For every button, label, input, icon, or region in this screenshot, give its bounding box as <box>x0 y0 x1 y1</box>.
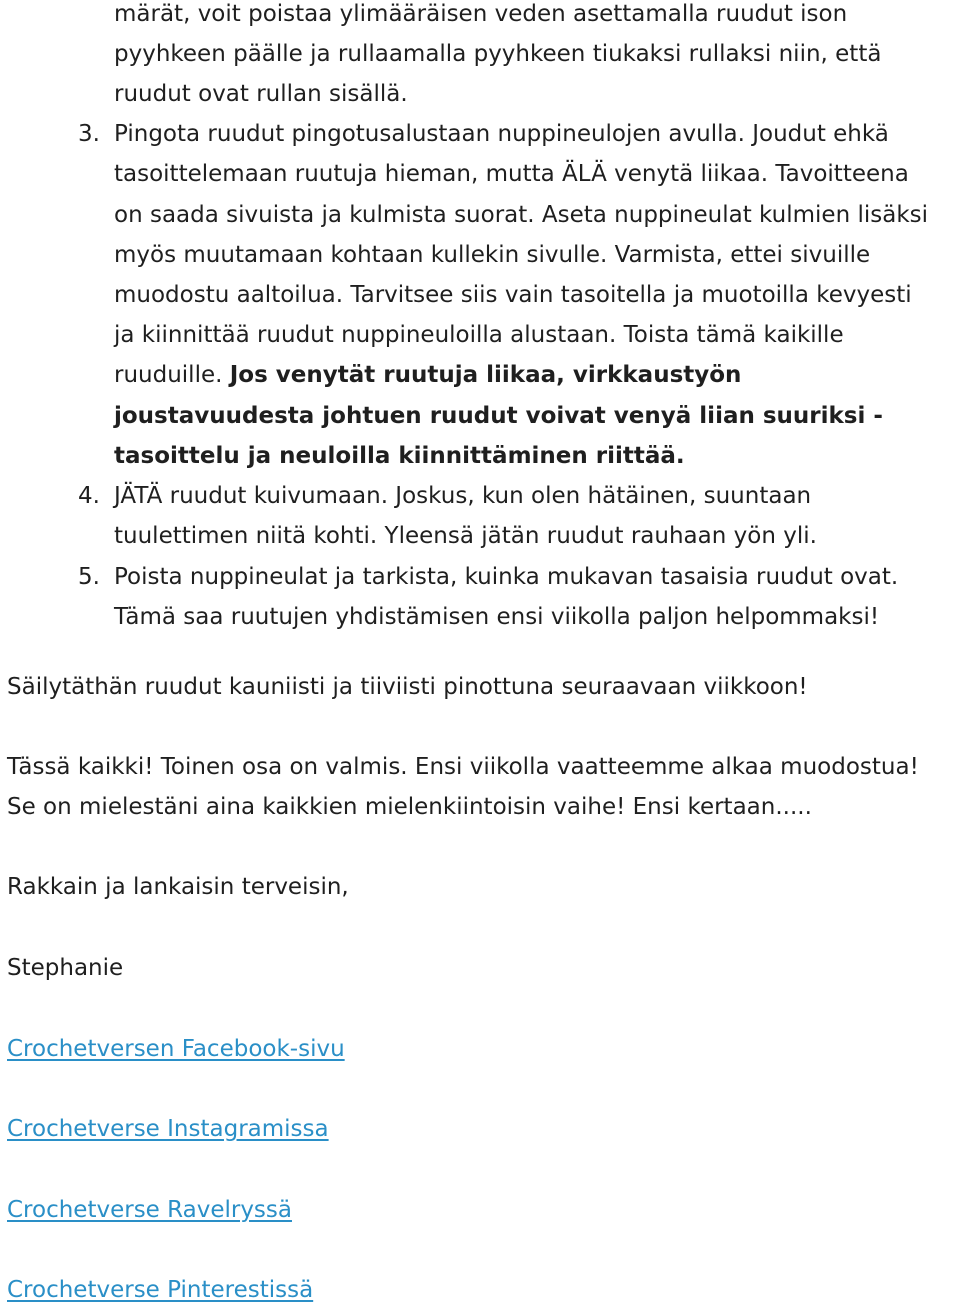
step2-line-3: ruudut ovat rullan sisällä. <box>114 81 408 107</box>
step3-number: 3. <box>78 121 100 147</box>
step3-line-1: Pingota ruudut pingotusalustaan nuppineulojen avulla. Joudut ehkä <box>114 121 889 147</box>
step3-line-4: myös muutamaan kohtaan kullekin sivulle. Varmista, ettei sivuille <box>114 242 871 268</box>
step2-line-1: märät, voit poistaa ylimääräisen veden asettamalla ruudut ison <box>114 1 848 27</box>
step3-line-2: tasoittelemaan ruutuja hieman, mutta ÄLÄ venytä liikaa. Tavoitteena <box>114 161 909 187</box>
step4-number: 4. <box>78 483 100 509</box>
step5-line-2: Tämä saa ruutujen yhdistämisen ensi viikolla paljon helpommaksi! <box>114 604 880 630</box>
step3-warning-1: Jos venytät ruutuja liikaa, virkkaustyön <box>229 362 742 388</box>
step5-line-1: Poista nuppineulat ja tarkista, kuinka mukavan tasaisia ruudut ovat. <box>114 564 899 590</box>
done-line-1: Tässä kaikki! Toinen osa on valmis. Ensi viikolla vaatteemme alkaa muodostua! <box>7 754 919 780</box>
facebook-link[interactable]: Crochetversen Facebook-sivu <box>7 1036 345 1062</box>
done-line-2: Se on mielestäni aina kaikkien mielenkiintoisin vaihe! Ensi kertaan..... <box>7 794 812 820</box>
pinterest-link[interactable]: Crochetverse Pinterestissä <box>7 1277 314 1303</box>
step3-line-5: muodostu aaltoilua. Tarvitsee siis vain tasoitella ja muotoilla kevyesti <box>114 282 912 308</box>
step3-line-3: on saada sivuista ja kulmista suorat. Aseta nuppineulat kulmien lisäksi <box>114 202 929 228</box>
step3-line-7-plain: ruuduille. <box>114 362 230 388</box>
step3-warning-2: joustavuudesta johtuen ruudut voivat venyä liian suuriksi - <box>114 403 883 429</box>
instagram-link[interactable]: Crochetverse Instagramissa <box>7 1116 329 1142</box>
greeting: Rakkain ja lankaisin terveisin, <box>7 874 349 900</box>
ravelry-link[interactable]: Crochetverse Ravelryssä <box>7 1197 292 1223</box>
step3-line-7 <box>114 361 741 389</box>
step4-line-1: JÄTÄ ruudut kuivumaan. Joskus, kun olen hätäinen, suuntaan <box>114 483 812 509</box>
step3-warning-3: tasoittelu ja neuloilla kiinnittäminen riittää. <box>114 443 685 469</box>
store-paragraph: Säilytäthän ruudut kauniisti ja tiiviisti pinottuna seuraavaan viikkoon! <box>7 674 808 700</box>
step4-line-2: tuulettimen niitä kohti. Yleensä jätän ruudut rauhaan yön yli. <box>114 523 817 549</box>
step3-line-6: ja kiinnittää ruudut nuppineuloilla alustaan. Toista tämä kaikille <box>114 322 844 348</box>
step5-number: 5. <box>78 564 100 590</box>
signature: Stephanie <box>7 955 124 981</box>
step2-line-2: pyyhkeen päälle ja rullaamalla pyyhkeen tiukaksi rullaksi niin, että <box>114 41 882 67</box>
